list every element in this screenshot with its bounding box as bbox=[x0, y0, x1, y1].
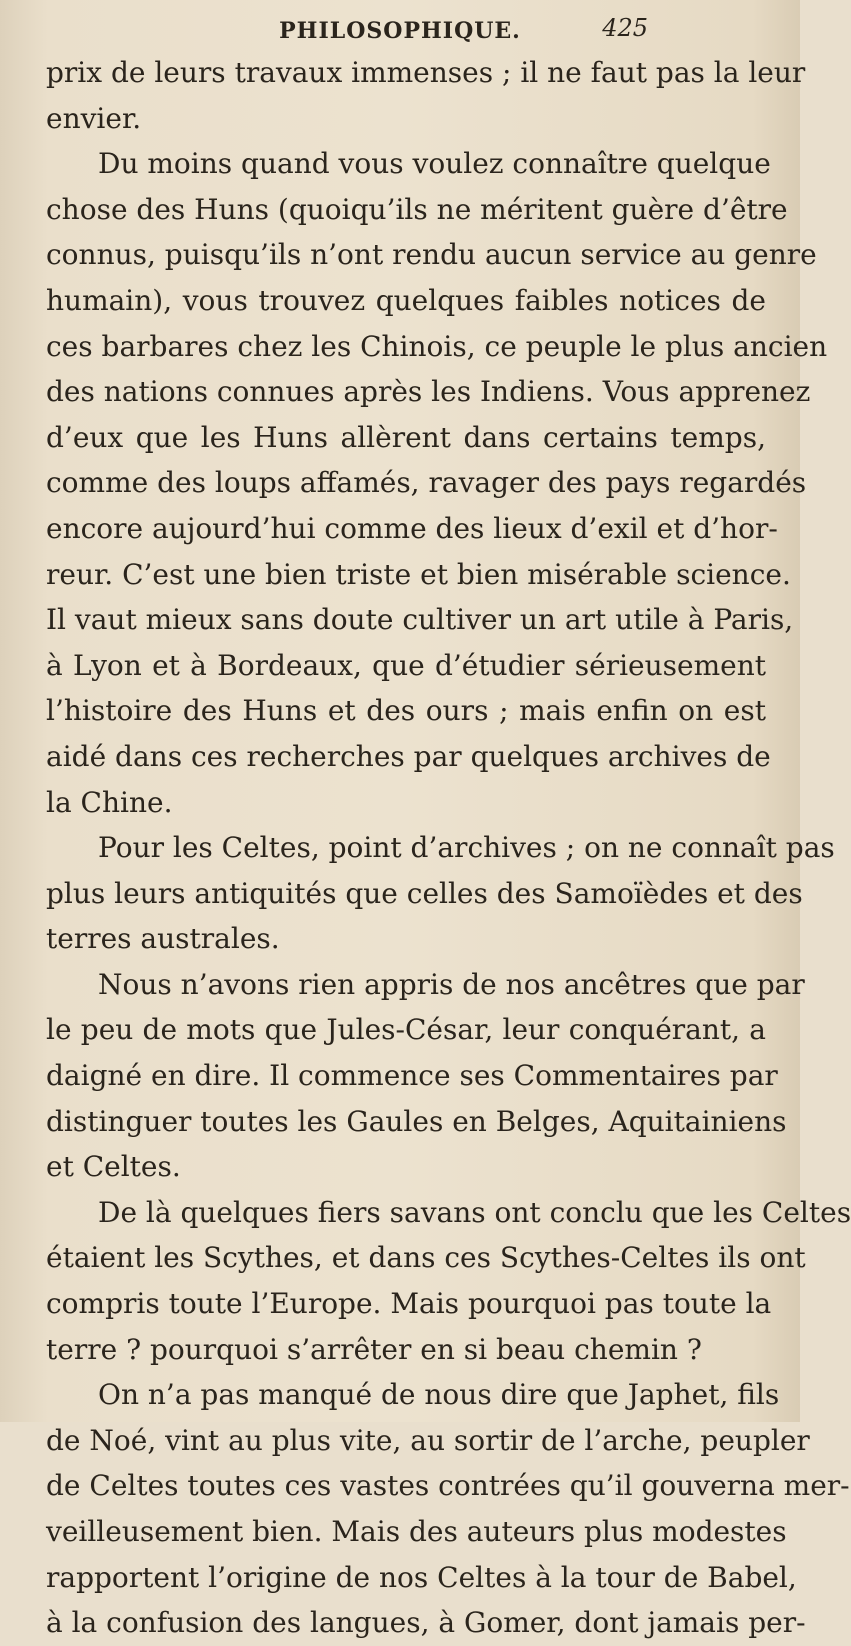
text-line: reur. C’est une bien triste et bien misérable science. bbox=[46, 557, 791, 591]
text-line: chose des Huns (quoiqu’ils ne méritent guère d’être bbox=[46, 192, 788, 226]
text-line: la Chine. bbox=[46, 785, 173, 819]
page-number: 425 bbox=[602, 14, 648, 42]
text-line: à la confusion des langues, à Gomer, dont jamais per- bbox=[46, 1606, 806, 1640]
text-line: d’eux que les Huns allèrent dans certains temps, bbox=[46, 420, 766, 454]
text-line: Pour les Celtes, point d’archives ; on ne connaît pas bbox=[98, 831, 835, 865]
body-text bbox=[46, 50, 851, 1646]
text-line: envier. bbox=[46, 101, 142, 135]
text-line: le peu de mots que Jules-César, leur conquérant, a bbox=[46, 1013, 766, 1047]
text-line: ces barbares chez les Chinois, ce peuple le plus ancien bbox=[46, 329, 828, 363]
text-line: de Celtes toutes ces vastes contrées qu’il gouverna mer- bbox=[46, 1469, 850, 1503]
text-line: aidé dans ces recherches par quelques archives de bbox=[46, 739, 771, 773]
page-header bbox=[0, 14, 800, 54]
text-line: humain), vous trouvez quelques faibles notices de bbox=[46, 283, 766, 317]
text-line: et Celtes. bbox=[46, 1150, 181, 1184]
text-line: connus, puisqu’ils n’ont rendu aucun service au genre bbox=[46, 238, 817, 272]
text-line: encore aujourd’hui comme des lieux d’exil et d’hor- bbox=[46, 511, 778, 545]
text-line: comme des loups affamés, ravager des pays regardés bbox=[46, 466, 807, 500]
text-line: de Noé, vint au plus vite, au sortir de l’arche, peupler bbox=[46, 1423, 810, 1457]
text-line: prix de leurs travaux immenses ; il ne faut pas la leur bbox=[46, 56, 806, 89]
text-line: terres australes. bbox=[46, 922, 280, 956]
text-line: Il vaut mieux sans doute cultiver un art utile à Paris, bbox=[46, 603, 794, 637]
text-line: De là quelques fiers savans ont conclu que les Celtes bbox=[98, 1195, 851, 1229]
text-line: terre ? pourquoi s’arrêter en si beau chemin ? bbox=[46, 1332, 702, 1366]
text-line: compris toute l’Europe. Mais pourquoi pas toute la bbox=[46, 1287, 772, 1321]
text-line: On n’a pas manqué de nous dire que Japhet, fils bbox=[98, 1378, 780, 1412]
running-title: PHILOSOPHIQUE. bbox=[279, 18, 521, 44]
text-line: Du moins quand vous voulez connaître quelque bbox=[98, 147, 771, 181]
text-line: daigné en dire. Il commence ses Commentaires par bbox=[46, 1059, 778, 1093]
text-line: distinguer toutes les Gaules en Belges, Aquitainiens bbox=[46, 1104, 787, 1138]
text-line: à Lyon et à Bordeaux, que d’étudier sérieusement bbox=[46, 648, 766, 682]
text-line: rapportent l’origine de nos Celtes à la tour de Babel, bbox=[46, 1560, 797, 1594]
text-line: étaient les Scythes, et dans ces Scythes-Celtes ils ont bbox=[46, 1241, 806, 1275]
text-line: l’histoire des Huns et des ours ; mais enfin on est bbox=[46, 694, 766, 728]
text-line: veilleusement bien. Mais des auteurs plus modestes bbox=[46, 1515, 787, 1548]
text-line: des nations connues après les Indiens. Vous apprenez bbox=[46, 375, 811, 409]
text-line: Nous n’avons rien appris de nos ancêtres que par bbox=[98, 967, 805, 1001]
text-line: plus leurs antiquités que celles des Samoïèdes et des bbox=[46, 876, 803, 910]
